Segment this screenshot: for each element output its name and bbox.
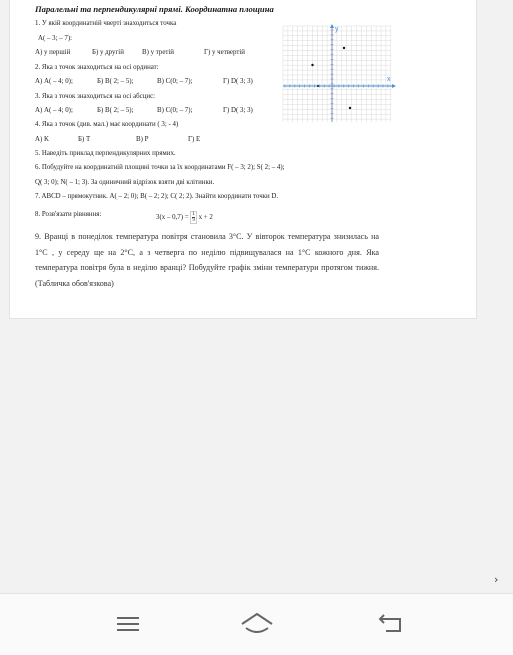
question-1: 1. У якій координатній чверті знаходиться точка xyxy=(35,20,177,27)
question-9: 9. Вранці в понеділок температура повітря становила 3°С. У вівторок температура знизилась на 1°С , у середу ще на 2°С, а з четверга по неділю підвищувалася на 1°С кожного дня. Яка температура повітря була в неділю вранці? Побудуйте графік зміни температури протягом тижня. (Табличка обов'язкова) xyxy=(35,232,379,288)
point-marker xyxy=(311,64,313,66)
question-2: 2. Яка з точок знаходиться на осі ординат: xyxy=(35,64,159,71)
q1-option-a: А) у першій xyxy=(35,49,71,56)
q1-option-c: В) у третій xyxy=(142,49,174,56)
q1-option-b: Б) у другій xyxy=(92,49,124,56)
q3-option-c: В) C(0; – 7); xyxy=(157,107,193,114)
question-8: 8. Розв'язати рівняння: xyxy=(35,211,102,218)
menu-icon xyxy=(115,614,141,634)
q4-option-a: А) K xyxy=(35,136,49,143)
menu-button[interactable] xyxy=(110,606,146,642)
q4-option-d: Г) E xyxy=(188,136,201,143)
worksheet-page xyxy=(9,0,477,319)
back-icon xyxy=(376,613,404,635)
chevron-right-icon[interactable]: › xyxy=(494,573,499,586)
q4-option-c: В) P xyxy=(136,136,149,143)
q8-fraction-denominator: 9 xyxy=(192,218,195,223)
y-axis-label: y xyxy=(335,26,339,33)
question-7: 7. ABCD – прямокутник. A( – 2; 0); B( – 2; 2); C( 2; 2). Знайти координати точки D. xyxy=(35,193,279,200)
question-6-line-1: 6. Побудуйте на координатній площині точки за їх координатами F( – 3; 2); S( 2; – 4); xyxy=(35,164,285,171)
q2-option-a: А) A( – 4; 0); xyxy=(35,78,73,85)
q2-option-b: Б) B( 2; – 5); xyxy=(97,78,134,85)
back-button[interactable] xyxy=(372,606,408,642)
point-marker xyxy=(349,107,351,109)
q3-option-a: А) A( – 4; 0); xyxy=(35,107,73,114)
system-navbar xyxy=(0,594,513,655)
grid-lines xyxy=(283,26,391,122)
q4-option-b: Б) T xyxy=(78,136,91,143)
point-marker xyxy=(317,85,319,87)
home-button[interactable] xyxy=(239,606,275,642)
question-6-line-2: Q( 3; 0); N( – 1; 3). За одиничний відрізок взяти дві клітинки. xyxy=(35,179,215,186)
page-title: Паралельні та перпендикулярні прямі. Координатна площина xyxy=(35,4,274,14)
q3-option-d: Г) D( 3; 3) xyxy=(223,107,253,114)
coordinate-plane xyxy=(281,24,396,124)
question-1-point: A( – 3; – 7): xyxy=(38,35,73,42)
question-3: 3. Яка з точок знаходиться на осі абсцис: xyxy=(35,93,156,100)
q8-equation-left: 3(x – 0,7) = xyxy=(156,214,189,222)
q1-option-d: Г) у четвертій xyxy=(204,49,245,56)
q2-option-d: Г) D( 3; 3) xyxy=(223,78,253,85)
point-marker xyxy=(343,47,345,49)
q8-fraction xyxy=(190,211,197,224)
q8-equation xyxy=(156,211,213,224)
x-axis-label: x xyxy=(387,76,391,83)
q8-fraction-numerator: 1 xyxy=(192,212,195,217)
question-4: 4. Яка з точок (див. мал.) має координати ( 3; - 4) xyxy=(35,121,179,128)
question-5: 5. Наведіть приклад перпендикулярних прямих. xyxy=(35,150,176,157)
x-axis-arrow xyxy=(392,84,396,88)
home-icon xyxy=(240,612,274,636)
q3-option-b: Б) B( 2; – 5); xyxy=(97,107,134,114)
q8-equation-right: x + 2 xyxy=(198,214,213,222)
q2-option-c: В) C(0; – 7); xyxy=(157,78,193,85)
